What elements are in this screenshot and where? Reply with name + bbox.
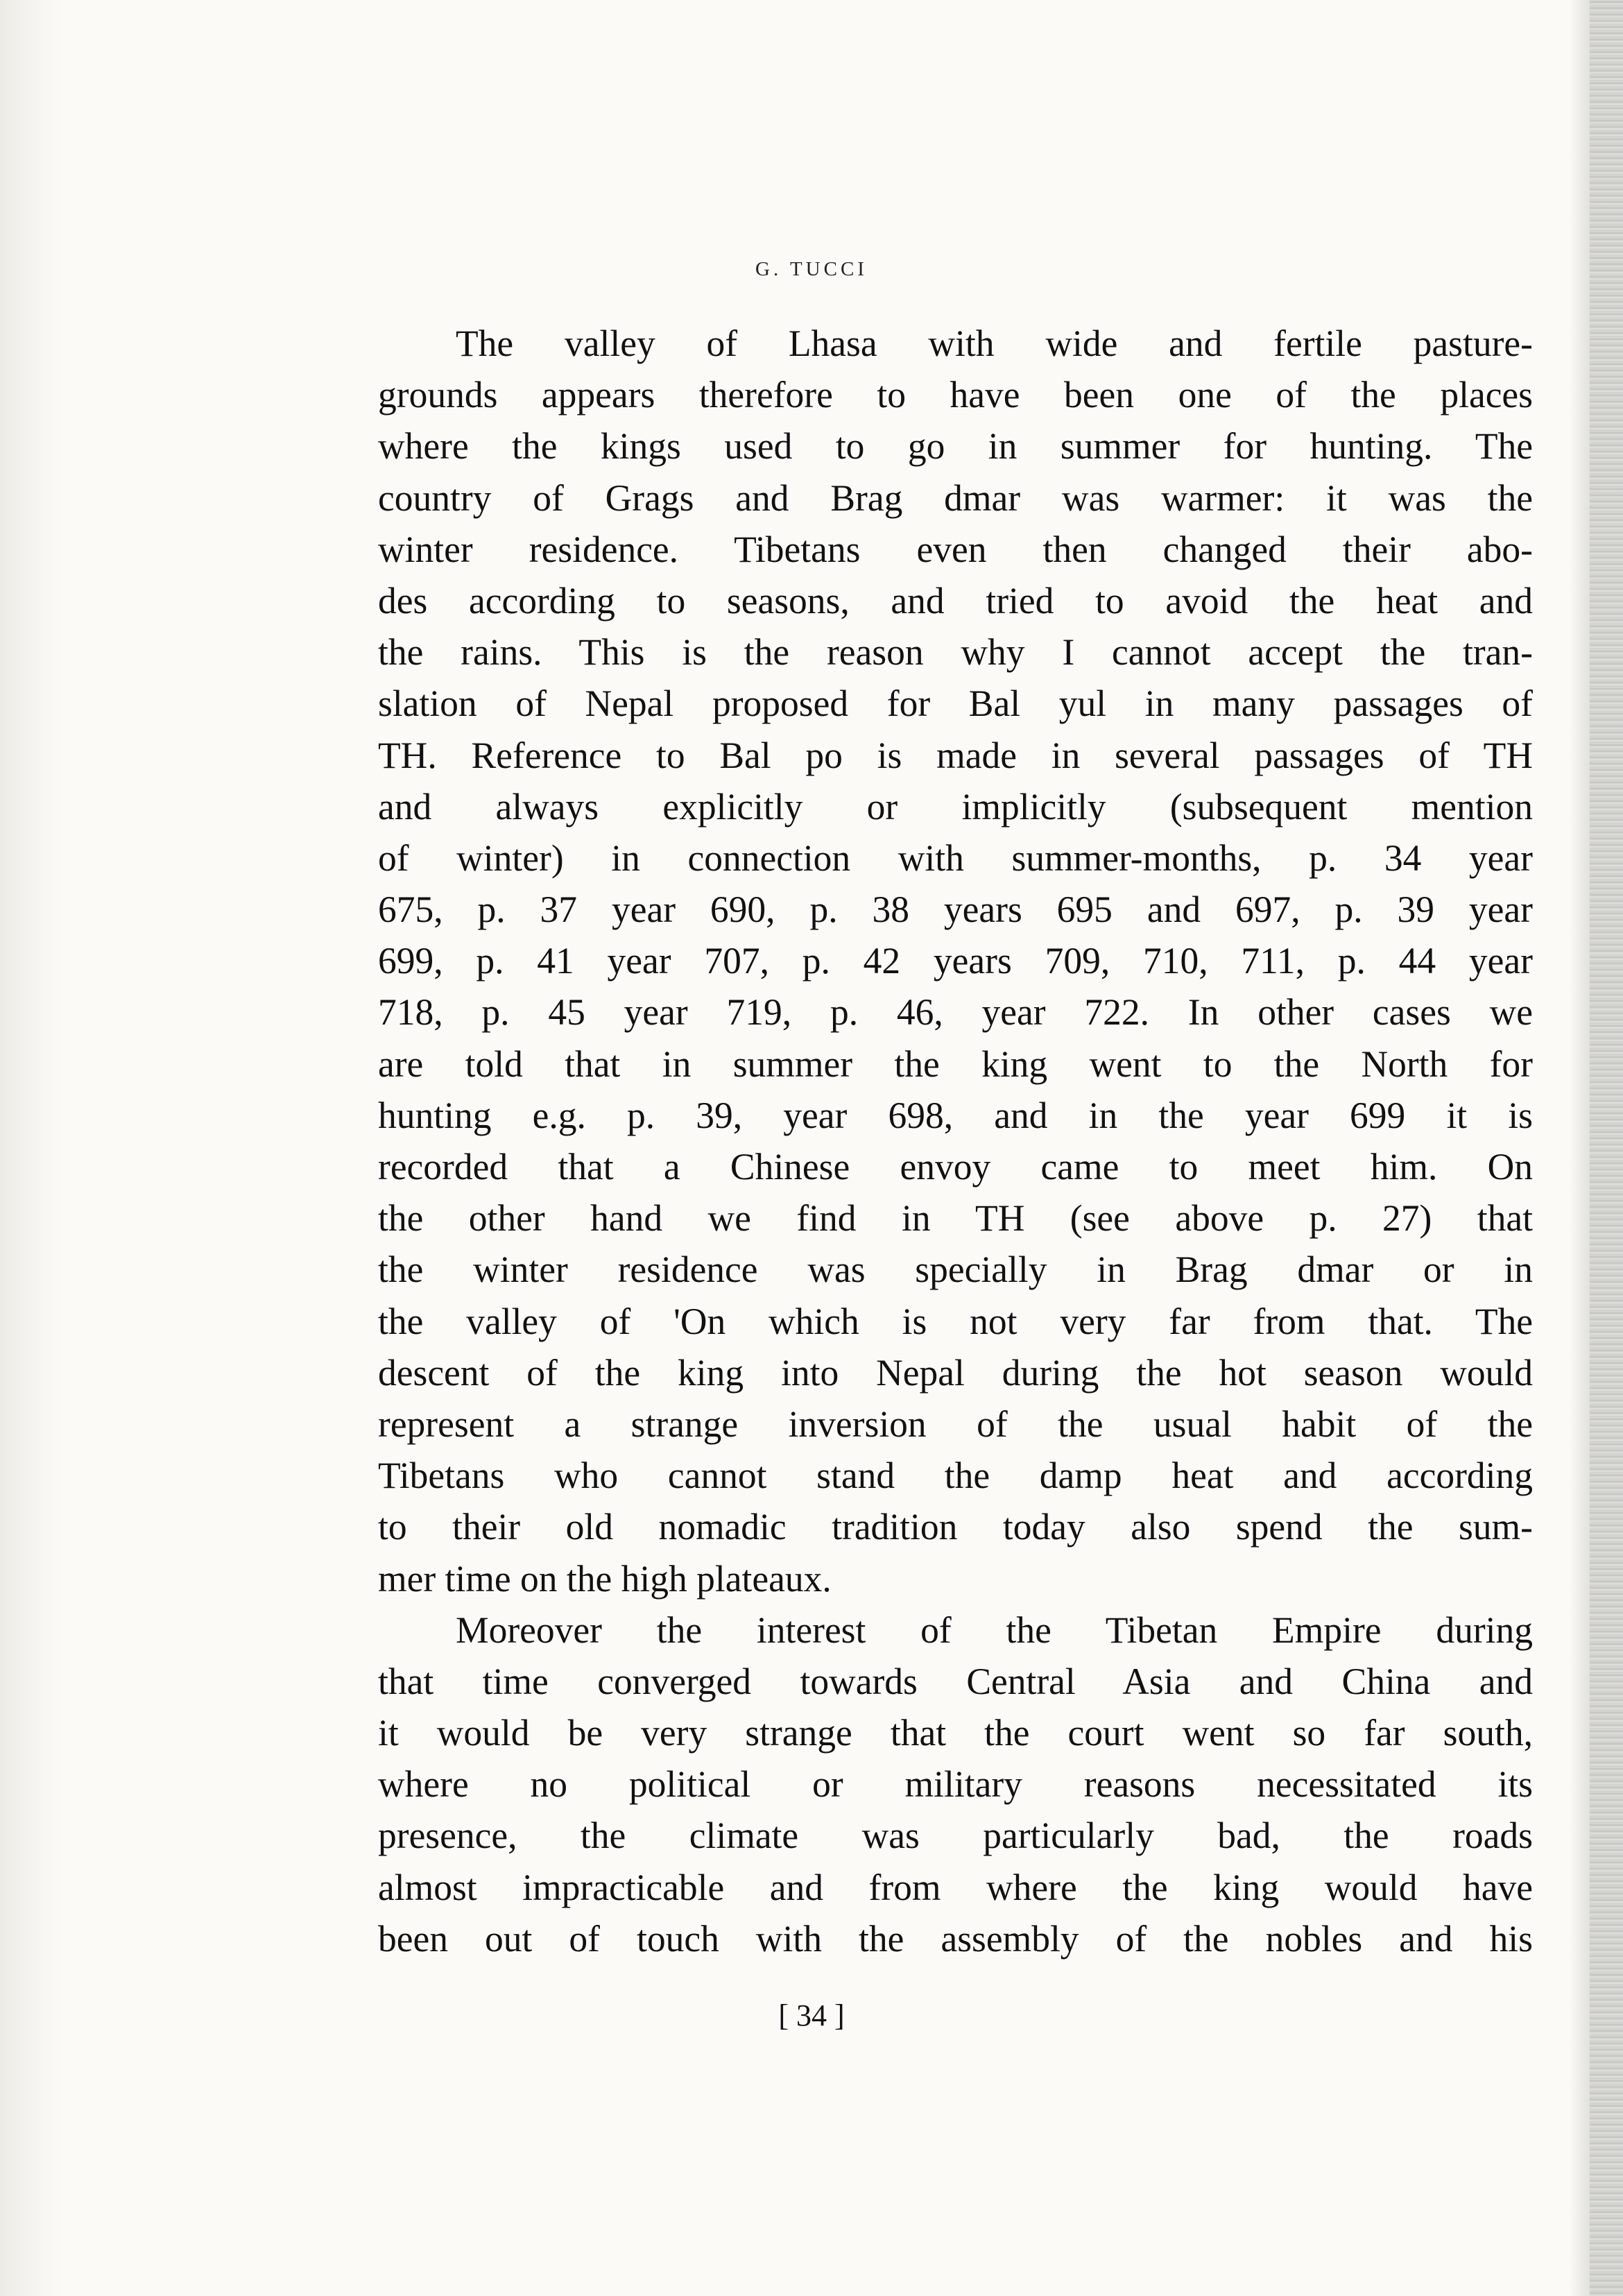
text-line: des according to seasons, and tried to avoid the heat and [378, 579, 1533, 622]
text-line: the rains. This is the reason why I cannot accept the tran- [378, 631, 1533, 674]
text-line: almost impracticable and from where the king would have [378, 1866, 1533, 1908]
text-line: the other hand we find in TH (see above p. 27) that [378, 1197, 1533, 1240]
text-line: grounds appears therefore to have been one of the places [378, 374, 1533, 416]
text-line: mer time on the high plateaux. [378, 1557, 832, 1600]
text-line: 699, p. 41 year 707, p. 42 years 709, 710, 711, p. 44 year [378, 940, 1533, 982]
text-line: been out of touch with the assembly of the nobles and his [378, 1917, 1533, 1960]
text-line: slation of Nepal proposed for Bal yul in many passages of [378, 683, 1533, 725]
text-line: 675, p. 37 year 690, p. 38 years 695 and 697, p. 39 year [378, 889, 1533, 931]
page-number: [ 34 ] [778, 1998, 845, 2032]
paragraph-1 [378, 318, 1533, 1604]
text-line: presence, the climate was particularly bad, the roads [378, 1815, 1533, 1857]
text-line: Moreover the interest of the Tibetan Empire during [456, 1609, 1533, 1651]
scan-right-edge [1590, 0, 1623, 2296]
text-line: and always explicitly or implicitly (subsequent mention [378, 785, 1533, 828]
text-line: represent a strange inversion of the usual habit of the [378, 1403, 1533, 1445]
scan-left-margin [0, 0, 62, 2296]
body-text [378, 318, 1533, 1964]
text-line: to their old nomadic tradition today also spend the sum- [378, 1506, 1533, 1548]
text-line: Tibetans who cannot stand the damp heat and according [378, 1455, 1533, 1497]
scan-right-shadow [1569, 0, 1590, 2296]
text-line: where the kings used to go in summer for hunting. The [378, 425, 1533, 468]
text-line: are told that in summer the king went to the North for [378, 1043, 1533, 1085]
text-line: The valley of Lhasa with wide and fertile pasture- [456, 323, 1533, 364]
text-line: the winter residence was specially in Brag dmar or in [378, 1249, 1533, 1291]
text-line: 718, p. 45 year 719, p. 46, year 722. In other cases we [378, 991, 1533, 1034]
paragraph-2 [378, 1604, 1533, 1964]
running-head: G. TUCCI [755, 258, 868, 280]
text-line: of winter) in connection with summer-months, p. 34 year [378, 837, 1533, 879]
text-line: it would be very strange that the court went so far south, [378, 1712, 1533, 1754]
text-line: that time converged towards Central Asia and China and [378, 1660, 1533, 1702]
text-line: the valley of 'On which is not very far from that. The [378, 1300, 1533, 1342]
text-line: where no political or military reasons necessitated its [378, 1763, 1533, 1806]
text-line: hunting e.g. p. 39, year 698, and in the year 699 it is [378, 1094, 1533, 1136]
text-line: descent of the king into Nepal during the hot season would [378, 1351, 1533, 1394]
text-line: recorded that a Chinese envoy came to meet him. On [378, 1146, 1533, 1188]
text-line: TH. Reference to Bal po is made in several passages of TH [378, 734, 1533, 776]
text-line: winter residence. Tibetans even then changed their abo- [378, 528, 1533, 570]
text-line: country of Grags and Brag dmar was warmer: it was the [378, 477, 1533, 519]
